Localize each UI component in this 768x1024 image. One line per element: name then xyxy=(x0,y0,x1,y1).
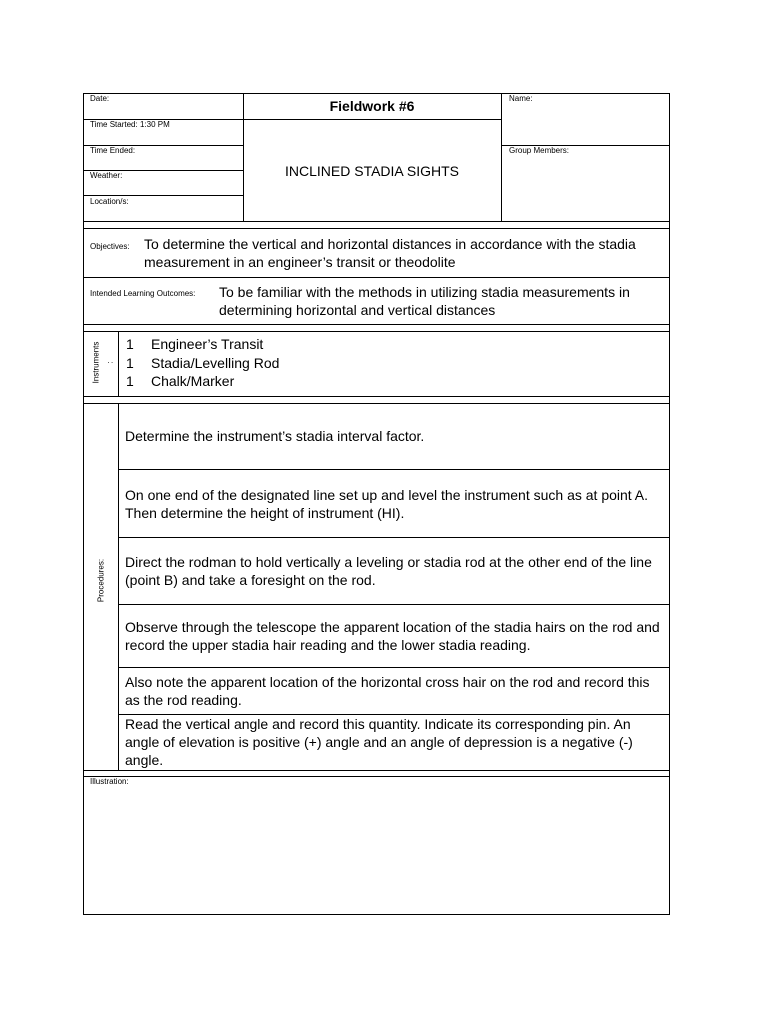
procedures-label: Procedures: xyxy=(96,558,106,603)
time-started-field-label: Time Started: 1:30 PM xyxy=(90,120,170,129)
procedure-step: Also note the apparent location of the horizontal cross hair on the rod and record this as the rod reading. xyxy=(125,674,650,708)
date-field-label: Date: xyxy=(90,94,110,103)
objectives-label: Objectives: xyxy=(90,242,130,251)
section-divider xyxy=(83,331,670,332)
section-divider xyxy=(83,277,670,278)
time-ended-field-label: Time Ended: xyxy=(90,146,136,155)
procedure-row-divider xyxy=(118,537,670,538)
section-divider xyxy=(83,770,670,771)
location-field-label: Location/s: xyxy=(90,197,129,206)
weather-field-label: Weather: xyxy=(90,171,123,180)
section-divider xyxy=(83,324,670,325)
section-divider xyxy=(83,403,670,404)
ilo-text: To be familiar with the methods in utilizing stadia measurements in determining horizontal and vertical distances xyxy=(219,284,630,318)
procedure-step: Observe through the telescope the apparent location of the stadia hairs on the rod and record the upper stadia hair reading and the lower stadia reading. xyxy=(125,619,660,653)
procedure-row-divider xyxy=(118,469,670,470)
section-divider xyxy=(83,396,670,397)
instrument-name: Engineer’s Transit xyxy=(151,336,264,352)
instruments-label-colon: : xyxy=(105,361,115,364)
objectives-text: To determine the vertical and horizontal distances in accordance with the stadia measurement in an engineer’s transit or theodolite xyxy=(144,236,636,270)
instrument-qty: 1 xyxy=(126,373,134,389)
instrument-name: Chalk/Marker xyxy=(151,373,235,389)
ilo-label: Intended Learning Outcomes: xyxy=(90,289,196,298)
section-divider xyxy=(83,228,670,229)
section-divider xyxy=(83,221,670,222)
procedure-row-divider xyxy=(118,604,670,605)
row-divider xyxy=(83,195,243,196)
illustration-label: Illustration: xyxy=(90,777,129,786)
page-title: Fieldwork #6 xyxy=(329,98,415,114)
procedure-row-divider xyxy=(118,667,670,668)
header-divider-right xyxy=(501,93,502,221)
title-divider xyxy=(243,119,501,120)
procedure-step: Determine the instrument’s stadia interval factor. xyxy=(125,428,425,444)
instrument-qty: 1 xyxy=(126,336,134,352)
procedure-step: On one end of the designated line set up and level the instrument such as at point A. Then determine the height of instrument (HI). xyxy=(125,487,649,521)
illustration-area[interactable] xyxy=(84,788,669,914)
instrument-name: Stadia/Levelling Rod xyxy=(151,355,280,371)
instrument-qty: 1 xyxy=(126,355,134,371)
page-subtitle: INCLINED STADIA SIGHTS xyxy=(285,163,459,179)
instruments-label: Instruments xyxy=(91,341,101,384)
procedure-step: Read the vertical angle and record this quantity. Indicate its corresponding pin. An angle of elevation is positive (+) angle and an angle of depression is a negative (-) angle. xyxy=(125,716,633,768)
instruments-divider xyxy=(118,331,119,396)
section-divider xyxy=(83,776,670,777)
name-field-label: Name: xyxy=(509,94,533,103)
group-members-field-label: Group Members: xyxy=(509,146,570,155)
procedure-step: Direct the rodman to hold vertically a leveling or stadia rod at the other end of the line (point B) and take a foresight on the rod. xyxy=(125,554,652,588)
